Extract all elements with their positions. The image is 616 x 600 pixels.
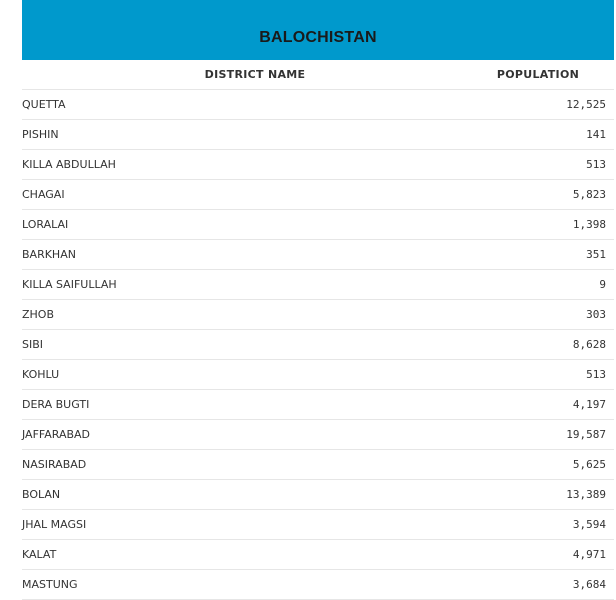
district-name-header: DISTRICT NAME (204, 68, 306, 81)
district-name-cell: LORALAI (22, 218, 69, 231)
table-row (22, 240, 614, 270)
district-name-cell: SIBI (22, 338, 44, 351)
table-row (22, 330, 614, 360)
province-table (22, 0, 614, 600)
district-name-cell: BOLAN (22, 488, 61, 501)
population-cell: 3,684 (572, 578, 606, 591)
table-row (22, 540, 614, 570)
population-cell: 12,525 (566, 98, 606, 111)
table-row (22, 480, 614, 510)
population-cell: 1,398 (572, 218, 606, 231)
table-row (22, 450, 614, 480)
district-name-cell: KILLA SAIFULLAH (22, 278, 117, 291)
district-name-cell: KILLA ABDULLAH (22, 158, 116, 171)
table-row (22, 420, 614, 450)
population-cell: 4,971 (572, 548, 606, 561)
population-cell: 13,389 (566, 488, 606, 501)
district-name-cell: QUETTA (22, 98, 66, 111)
district-name-cell: DERA BUGTI (22, 398, 90, 411)
population-cell: 513 (586, 368, 606, 381)
population-cell: 5,823 (572, 188, 606, 201)
population-cell: 351 (586, 248, 606, 261)
population-cell: 9 (599, 278, 606, 291)
population-cell: 4,197 (572, 398, 606, 411)
table-header (22, 60, 614, 90)
population-header: POPULATION (496, 68, 580, 81)
district-name-cell: KOHLU (22, 368, 60, 381)
population-cell: 8,628 (572, 338, 606, 351)
table-row (22, 120, 614, 150)
province-title: BALOCHISTAN (259, 29, 377, 46)
table-row (22, 570, 614, 600)
table-row (22, 300, 614, 330)
district-name-cell: NASIRABAD (22, 458, 87, 471)
province-banner (22, 0, 614, 60)
population-cell: 303 (586, 308, 606, 321)
population-cell: 19,587 (566, 428, 606, 441)
district-name-cell: CHAGAI (22, 188, 65, 201)
district-name-cell: BARKHAN (22, 248, 76, 261)
population-cell: 3,594 (572, 518, 606, 531)
table-row (22, 510, 614, 540)
district-name-cell: MASTUNG (22, 578, 78, 591)
population-cell: 513 (586, 158, 606, 171)
table-row (22, 270, 614, 300)
table-row (22, 180, 614, 210)
table-row (22, 390, 614, 420)
table-body (22, 90, 614, 600)
district-name-cell: JAFFARABAD (22, 428, 91, 441)
table-row (22, 90, 614, 120)
district-name-cell: PISHIN (22, 128, 59, 141)
population-cell: 141 (586, 128, 606, 141)
population-cell: 5,625 (572, 458, 606, 471)
table-row (22, 210, 614, 240)
district-name-cell: ZHOB (22, 308, 55, 321)
table-row (22, 360, 614, 390)
district-name-cell: KALAT (22, 548, 57, 561)
district-name-cell: JHAL MAGSI (22, 518, 87, 531)
table-row (22, 150, 614, 180)
